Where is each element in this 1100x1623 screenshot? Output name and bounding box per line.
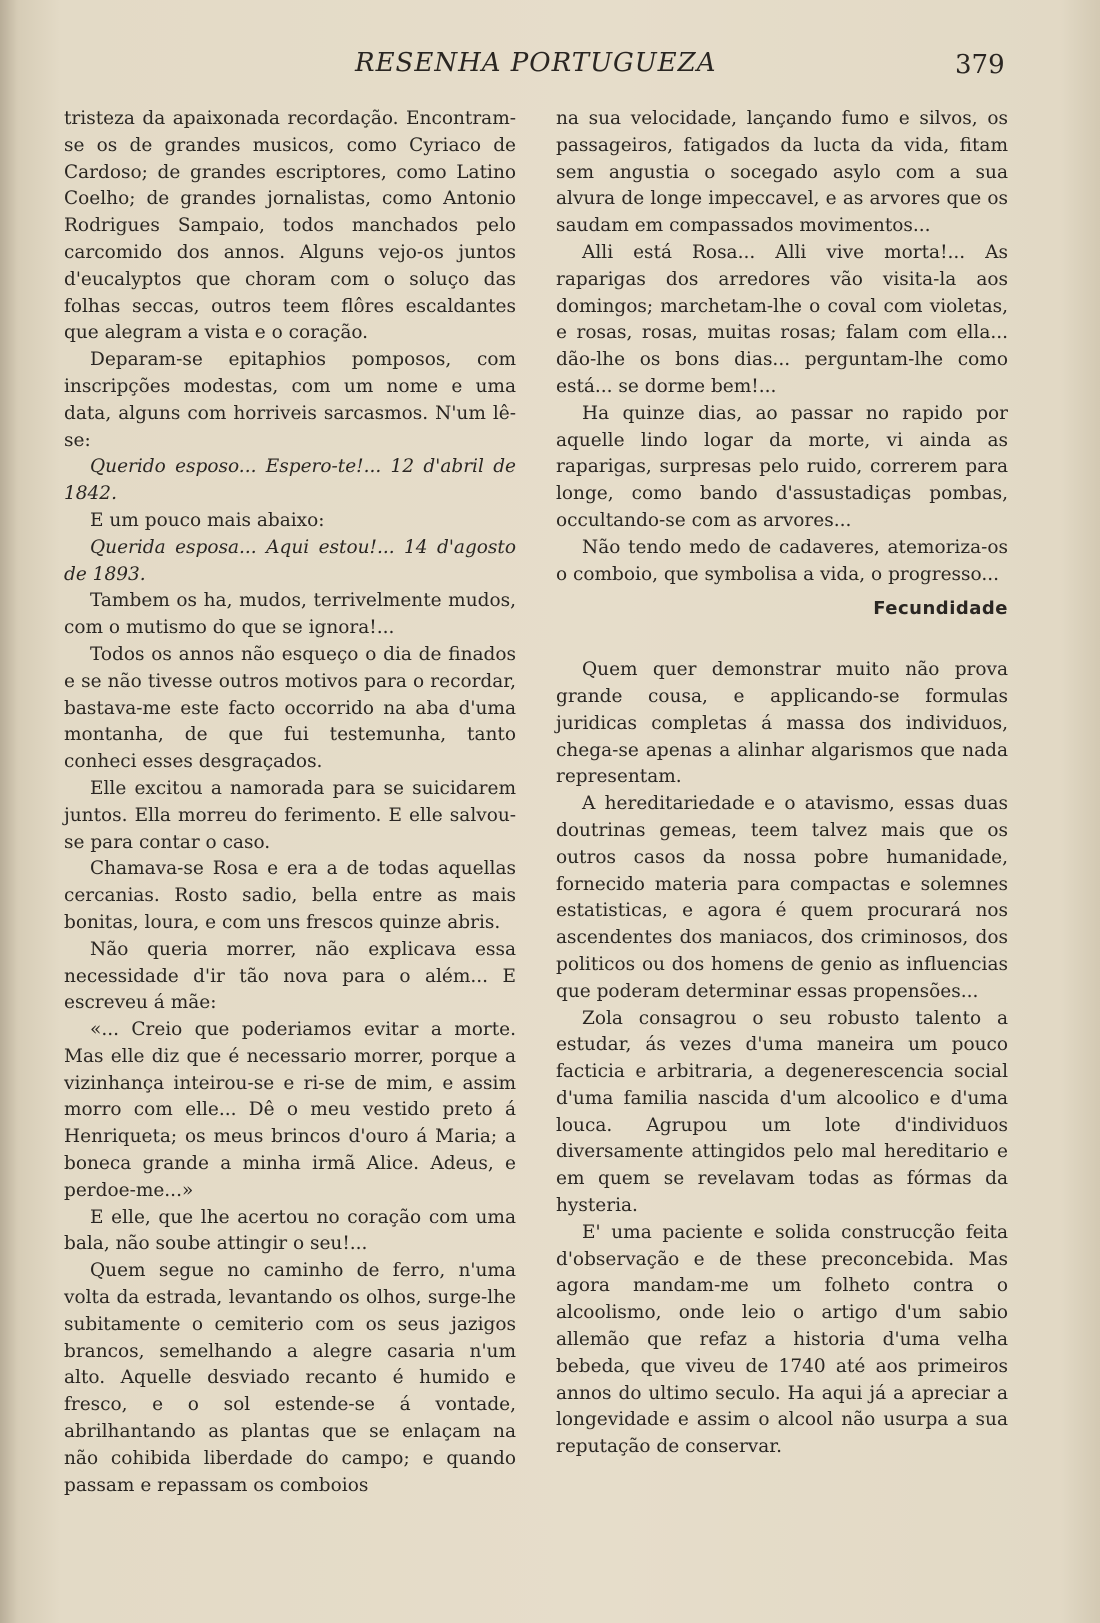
epitaph: Querido esposo... Espero-te!... 12 d'abril de 1842. (64, 456, 516, 505)
letter-quote: «... Creio que poderiamos evitar a morte. Mas elle diz que é necessario morrer, porque a vizinhança inteirou-se e ri-se de mim, e assim morro com elle... Dê o meu vestido preto á Henriqueta; os meus brincos d'ouro á Maria; a boneca grande a minha irmã Alice. Adeus, e perdoe-me...» (64, 1019, 516, 1201)
right-column (556, 106, 1008, 1461)
paragraph: Todos os annos não esqueço o dia de finados e se não tivesse outros motivos para o recordar, bastava-me este facto occorrido na aba d'uma montanha, de que fui testemunha, tanto conheci esses desgraçados. (64, 643, 516, 773)
paragraph: Quem quer demonstrar muito não prova grande cousa, e applicando-se formulas juridicas completas á massa dos individuos, chega-se apenas a alinhar algarismos que nada representam. (556, 659, 1008, 788)
paragraph: tristeza da apaixonada recordação. Encontram-se os de grandes musicos, como Cyriaco de Cardoso; de grandes escriptores, como Latino Coelho; de grandes jornalistas, como Antonio Rodrigues Sampaio, todos manchados pelo carcomido dos annos. Alguns vejo-os juntos d'eucalyptos que choram com o soluço das folhas seccas, outros teem flôres escaldantes que alegram a vista e o coração. (64, 108, 516, 344)
paragraph: E um pouco mais abaixo: (90, 509, 325, 531)
left-column (64, 106, 516, 1499)
paragraph: Ha quinze dias, ao passar no rapido por aquelle lindo logar da morte, vi ainda as raparigas, surpresas pelo ruido, correrem para longe, como bando d'assustadiças pombas, occultando-se com as arvores... (556, 402, 1008, 531)
paragraph: E elle, que lhe acertou no coração com uma bala, não soube attingir o seu!... (64, 1206, 516, 1255)
paragraph: na sua velocidade, lançando fumo e silvos, os passageiros, fatigados da lucta da vida, fitam sem angustia o socegado asylo com a sua alvura de longe impeccavel, e as arvores que os saudam em compassados movimentos... (556, 108, 1008, 237)
paragraph: Zola consagrou o seu robusto talento a estudar, ás vezes d'uma maneira um pouco facticia e arbitraria, a degenerescencia social d'uma familia nascida d'um alcoolico e d'uma louca. Agrupou um lote d'individuos diversamente attingidos pelo mal hereditario e em quem se revelavam todas as fórmas da hysteria. (556, 1007, 1008, 1217)
paragraph: Não queria morrer, não explicava essa necessidade d'ir tão nova para o além... E escreveu á mãe: (64, 938, 516, 1014)
section-heading: Fecundidade (873, 598, 1008, 620)
paragraph: Elle excitou a namorada para se suicidarem juntos. Ella morreu do ferimento. E elle salvou-se para contar o caso. (64, 777, 516, 853)
epitaph: Querida esposa... Aqui estou!... 14 d'agosto de 1893. (64, 536, 516, 585)
paragraph: Quem segue no caminho de ferro, n'uma volta da estrada, levantando os olhos, surge-lhe subitamente o cemiterio com os seus jazigos brancos, semelhando a alegre casaria n'um alto. Aquelle desviado recanto é humido e fresco, e o sol estende-se á vontade, abrilhantando as plantas que se enlaçam na não cohibida liberdade do campo; e quando passam e repassam os comboios (64, 1260, 516, 1496)
page-header (0, 48, 1100, 88)
page-number: 379 (955, 50, 1005, 80)
paragraph: Chamava-se Rosa e era a de todas aquellas cercanias. Rosto sadio, bella entre as mais bonitas, loura, e com uns frescos quinze abris. (64, 858, 516, 933)
paragraph: E' uma paciente e solida construcção feita d'observação e de these preconcebida. Mas agora mandam-me um folheto contra o alcoolismo, onde leio o artigo d'um sabio allemão que refaz a historia d'uma velha bebeda, que viveu de 1740 até aos primeiros annos do ultimo seculo. Ha aqui já a apreciar a longevidade e assim o alcool não usurpa a sua reputação de conservar. (556, 1221, 1008, 1458)
running-title: RESENHA PORTUGUEZA (355, 48, 717, 78)
paragraph: A hereditariedade e o atavismo, essas duas doutrinas gemeas, teem talvez mais que os outros casos da nossa pobre humanidade, fornecido materia para compactas e solemnes estatisticas, e agora é quem procurará nos ascendentes dos maniacos, dos criminosos, dos politicos ou dos homens de genio as influencias que poderam determinar essas propensões... (556, 793, 1008, 1002)
paragraph: Tambem os ha, mudos, terrivelmente mudos, com o mutismo do que se ignora!... (64, 590, 516, 639)
paragraph: Alli está Rosa... Alli vive morta!... As raparigas dos arredores vão visita-la aos domingos; marchetam-lhe o coval com violetas, e rosas, rosas, muitas rosas; falam com ella... dão-lhe os bons dias... perguntam-lhe como está... se dorme bem!... (556, 241, 1008, 397)
paragraph: Não tendo medo de cadaveres, atemoriza-os o comboio, que symbolisa a vida, o progresso... (556, 536, 1008, 585)
paragraph: Deparam-se epitaphios pomposos, com inscripções modestas, com um nome e uma data, alguns com horriveis sarcasmos. N'um lê-se: (64, 349, 516, 451)
